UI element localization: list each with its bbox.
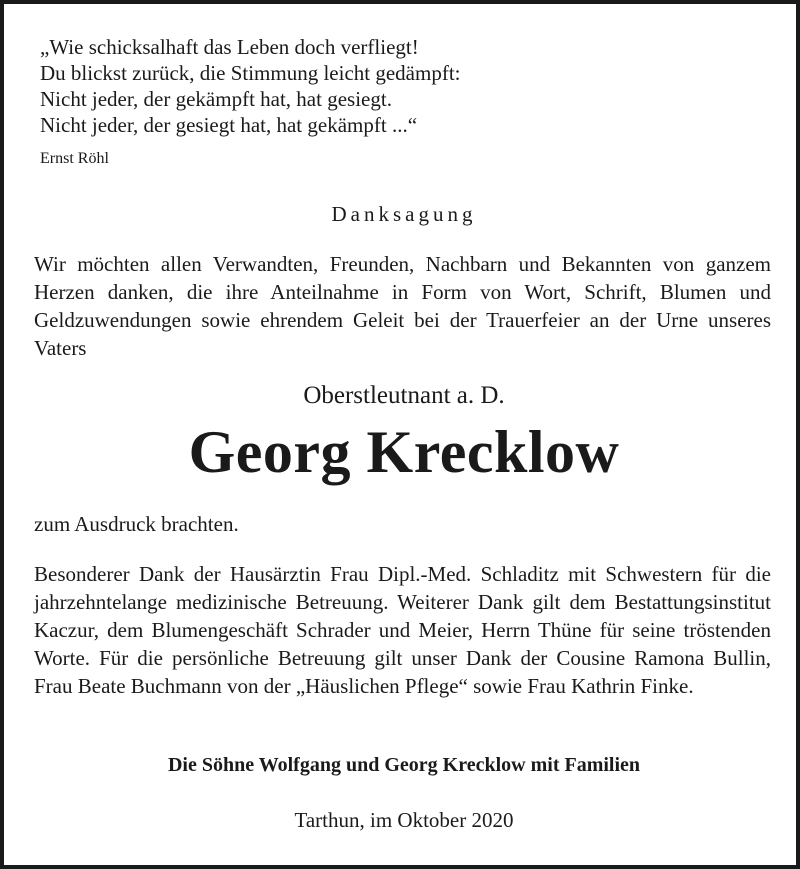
- closing-phrase: zum Ausdruck brachten.: [34, 512, 239, 536]
- poem-line: Nicht jeder, der gekämpft hat, hat gesiegt.: [40, 87, 392, 111]
- heading-danksagung: Danksagung: [331, 202, 477, 226]
- intro-paragraph: Wir möchten allen Verwandten, Freunden, Nachbarn und Bekannten von ganzem Herzen danken, die ihre Anteilnahme in Form von Wort, Schrift, Blumen und Geldzuwendungen sowie ehrendem Geleit bei der Trauerfeier an der Urne unseres Vaters: [34, 252, 771, 360]
- poem-author: Ernst Röhl: [40, 150, 109, 167]
- signature: Die Söhne Wolfgang und Georg Krecklow mit Familien: [167, 754, 641, 776]
- thanks-paragraph: Besonderer Dank der Hausärztin Frau Dipl.-Med. Schladitz mit Schwestern für die jahrzehntelange medizinische Betreuung. Weiterer Dank gilt dem Bestattungsinstitut Kaczur, dem Blumengeschäft Schrader und Meier, Herrn Thüne für seine tröstenden Worte. Für die persönliche Betreuung gilt unser Dank der Cousine Ramona Bullin, Frau Beate Buchmann von der „Häuslichen Pflege“ sowie Frau Kathrin Finke.: [34, 562, 771, 698]
- poem-line: Du blickst zurück, die Stimmung leicht gedämpft:: [40, 61, 461, 85]
- poem-line: Nicht jeder, der gesiegt hat, hat gekämpft ...“: [40, 113, 418, 137]
- poem-line: „Wie schicksalhaft das Leben doch verfliegt!: [40, 35, 419, 59]
- deceased-title: Oberstleutnant a. D.: [303, 382, 505, 409]
- deceased-name: Georg Krecklow: [188, 419, 620, 485]
- place-date: Tarthun, im Oktober 2020: [294, 808, 514, 832]
